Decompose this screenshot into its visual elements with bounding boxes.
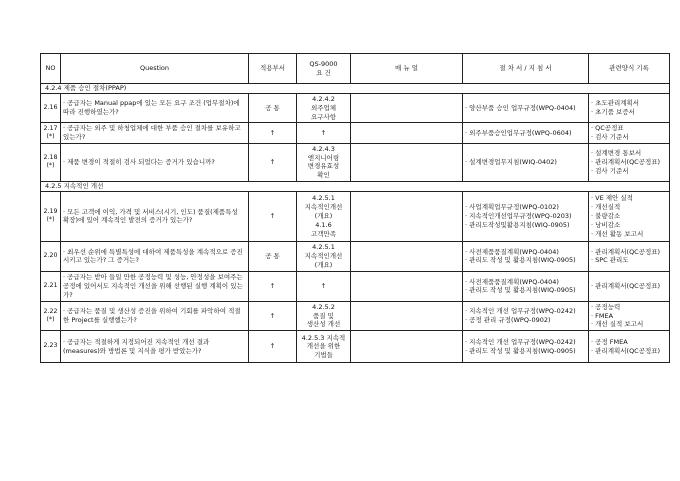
- row-number-line: 2.20: [43, 252, 58, 260]
- question-cell: [61, 143, 249, 181]
- form-record-line: · 초도관리계획서: [591, 99, 640, 108]
- procedure-cell: [463, 143, 589, 181]
- table-body: [41, 84, 670, 363]
- header-question: Question: [61, 54, 249, 84]
- manual-cell: [351, 123, 463, 144]
- form-record-line: · 관리계획서(QC공정표): [591, 157, 661, 166]
- procedure-line: · 설계변경업무지침(WIQ-0402): [465, 157, 557, 166]
- section-row: [41, 181, 670, 191]
- forms-cell: [589, 241, 670, 271]
- qs-requirement-line: ↑: [320, 282, 327, 290]
- form-record-line: · 검사 기준서: [591, 166, 629, 175]
- procedure-cell: [463, 123, 589, 144]
- qs-requirement-line: 변경유효성: [307, 162, 340, 171]
- form-record-line: · 공정 FMEA: [591, 337, 628, 346]
- row-number-line: 2.17: [43, 124, 58, 132]
- form-record-line: · QC공정표: [591, 124, 624, 133]
- row-number: [41, 301, 61, 330]
- procedure-line: · 지속적인 개선 업무규정(WPQ-0242): [465, 307, 576, 316]
- qs-requirement-line: 확인: [317, 171, 330, 180]
- question-text: · 공급자는 Manual ppap에 있는 모든 요구 조건 (업무절차)에 따라 진행하였는가?: [63, 99, 240, 117]
- procedure-line: · 지속적인개선업무규정(WPQ-0203): [465, 212, 572, 220]
- row-number-line: 2.23: [43, 342, 58, 350]
- header-manual: 매 뉴 얼: [351, 54, 463, 84]
- form-record-line: · 개선 활동 보고서: [591, 229, 644, 238]
- qs-requirement-line: (개요): [314, 212, 333, 220]
- dept-cell: ↑: [249, 191, 297, 241]
- dept-cell: ↑: [249, 301, 297, 330]
- section-title: 4.2.4 제품 승인 절차(PPAP): [41, 84, 670, 94]
- table-row: [41, 94, 670, 123]
- manual-cell: [351, 241, 463, 271]
- qs-requirement-cell: [297, 271, 351, 301]
- forms-cell: [589, 301, 670, 330]
- procedure-cell: [463, 94, 589, 123]
- procedure-cell: [463, 271, 589, 301]
- row-number: [41, 191, 61, 241]
- dept-cell: ↑: [249, 143, 297, 181]
- qs-requirement-cell: [297, 301, 351, 330]
- qs-requirement-cell: [297, 143, 351, 181]
- question-text: · 공급자는 받아 들일 만한 공정능력 및 성능, 안정성을 보여주는 공정에 있어서도 지속적인 개선을 위해 선행된 실행 계획이 있는가?: [63, 273, 243, 299]
- procedure-cell: [463, 301, 589, 330]
- header-row: [41, 54, 670, 84]
- qs-requirement-line: 지속적인개선: [304, 203, 343, 212]
- procedure-line: · 관리도작성및활용지침(WIQ-0905): [465, 220, 570, 229]
- table-row: [41, 241, 670, 271]
- procedure-cell: [463, 331, 589, 363]
- qs-requirement-line: 요구사항: [310, 112, 337, 121]
- form-record-line: · 개선실적: [591, 203, 621, 212]
- question-text: · 공급자는 외주 및 하청업체에 대한 부품 승인 절차를 보유하고 있는가?: [63, 124, 241, 142]
- table-row: [41, 331, 670, 363]
- form-record-line: · 공정능력: [591, 302, 621, 311]
- qs-requirement-cell: [297, 241, 351, 271]
- qs-requirement-cell: [297, 331, 351, 363]
- header-dept: 적용부서: [249, 54, 297, 84]
- qs-requirement-line: 고객만족: [310, 229, 337, 238]
- table-row: [41, 143, 670, 181]
- question-cell: [61, 271, 249, 301]
- qs-requirement-line: 4.1.6: [315, 220, 332, 229]
- qs-requirement-cell: [297, 191, 351, 241]
- row-number-line: (*): [46, 316, 55, 324]
- qs-requirement-cell: [297, 123, 351, 144]
- forms-cell: [589, 331, 670, 363]
- dept-cell: ↑: [249, 271, 297, 301]
- procedure-line: · 지속적인 개선 업무규정(WPQ-0242): [465, 337, 576, 346]
- qs-requirement-line: 생산성 개선: [306, 320, 341, 329]
- forms-cell: [589, 94, 670, 123]
- row-number-line: (*): [46, 216, 55, 224]
- row-number-line: 2.18: [43, 153, 58, 161]
- procedure-line: · 사전제품품질계획(WPQ-0404): [465, 277, 559, 286]
- procedure-line: · 관리도 작성 및 활용지침(WIQ-0905): [465, 346, 576, 355]
- row-number-line: 2.16: [43, 103, 58, 111]
- table-row: [41, 123, 670, 144]
- form-record-line: · 초기품 보증서: [591, 108, 635, 117]
- form-record-line: · 낭비감소: [591, 220, 621, 229]
- question-text: · 공급자는 적절하게 지정되어진 지속적인 개선 결과(measures)와 방법론 및 지식을 평가 받았는가?: [63, 337, 210, 355]
- form-record-line: · 설계변경 통보서: [591, 149, 642, 158]
- qs-requirement-line: 4.2.5.2: [312, 302, 335, 311]
- form-record-line: · 관리계획서(QC공정표): [591, 282, 661, 290]
- manual-cell: [351, 143, 463, 181]
- qs-requirement-cell: [297, 94, 351, 123]
- table-row: [41, 271, 670, 301]
- qs-requirement-line: 개선을 위한: [306, 342, 341, 351]
- procedure-line: · 공정 관리 규정(WPQ-0902): [465, 316, 551, 325]
- header-qs-line2: 요 건: [316, 68, 331, 77]
- question-text: · 공급자는 품질 및 생산성 증진을 위하여 기회를 파악하여 적절한 Project를 실행했는가?: [63, 307, 241, 325]
- audit-checklist-table: [40, 53, 670, 363]
- qs-requirement-line: 4.2.5.1: [312, 194, 335, 203]
- manual-cell: [351, 331, 463, 363]
- qs-requirement-line: 지속적인개선: [304, 252, 343, 260]
- form-record-line: · 불량감소: [591, 212, 621, 220]
- row-number: [41, 241, 61, 271]
- question-cell: [61, 241, 249, 271]
- row-number: [41, 123, 61, 144]
- row-number-line: (*): [46, 162, 55, 170]
- section-title: 4.2.5 지속적인 개선: [41, 181, 670, 191]
- table-row: [41, 301, 670, 330]
- section-row: [41, 84, 670, 94]
- row-number-line: (*): [46, 133, 55, 141]
- qs-requirement-line: 4.2.5.3 지속적: [301, 333, 346, 342]
- header-procedure: 절 차 서 / 지 침 서: [463, 54, 589, 84]
- row-number: [41, 331, 61, 363]
- dept-cell: ↑: [249, 123, 297, 144]
- form-record-line: · FMEA: [591, 311, 614, 320]
- manual-cell: [351, 271, 463, 301]
- header-qs-line1: QS-9000: [309, 59, 338, 68]
- question-cell: [61, 123, 249, 144]
- form-record-line: · 관리계획서(QC공정표): [591, 247, 661, 256]
- header-no: NO: [41, 54, 61, 84]
- procedure-line: · 관리도 작성 및 활용지침(WIQ-0905): [465, 286, 576, 295]
- manual-cell: [351, 301, 463, 330]
- qs-requirement-line: 외주업체: [310, 103, 337, 112]
- form-record-line: · 관리계획서(QC공정표): [591, 346, 661, 355]
- forms-cell: [589, 191, 670, 241]
- row-number-line: 2.22: [43, 307, 58, 315]
- header-qs: [297, 54, 351, 84]
- procedure-line: · 관리도 작성 및 활용지침(WIQ-0905): [465, 256, 576, 265]
- forms-cell: [589, 271, 670, 301]
- row-number: [41, 94, 61, 123]
- qs-requirement-line: (개요): [314, 260, 333, 269]
- row-number-line: 2.19: [43, 207, 58, 215]
- form-record-line: · 개선 실적 보고서: [591, 320, 644, 329]
- manual-cell: [351, 191, 463, 241]
- manual-cell: [351, 94, 463, 123]
- procedure-cell: [463, 191, 589, 241]
- question-cell: [61, 331, 249, 363]
- question-text: · 모든 고객에 이익, 가격 및 서비스(시기, 인도) 품질(제품특성 확장)에 있어 계속적인 발전의 증거가 있는가?: [63, 207, 238, 225]
- qs-requirement-line: ↑: [320, 128, 327, 137]
- row-number: [41, 271, 61, 301]
- qs-requirement-line: 품질 및: [313, 311, 334, 320]
- qs-requirement-line: 4.2.4.2: [312, 95, 335, 103]
- form-record-line: · SPC 관리도: [591, 256, 629, 265]
- dept-cell: ↑: [249, 331, 297, 363]
- procedure-line: · 외주부품승인업무규정(WPQ-0604): [465, 128, 572, 137]
- qs-requirement-line: 엔지니어링: [307, 153, 340, 162]
- row-number: [41, 143, 61, 181]
- form-record-line: · VE 제안 실적: [591, 194, 633, 203]
- procedure-line: · 양산부품 승인 업무규정(WPQ-0404): [465, 103, 576, 112]
- header-forms: 관련양식 기록: [589, 54, 670, 84]
- row-number-line: 2.21: [43, 282, 58, 290]
- procedure-line: · 사전제품품질계획(WPQ-0404): [465, 247, 559, 256]
- dept-cell: 공 통: [249, 94, 297, 123]
- procedure-line: · 사업계획업무규정(WPQ-0102): [465, 203, 559, 212]
- dept-cell: 공 통: [249, 241, 297, 271]
- qs-requirement-line: 4.2.5.1: [312, 243, 335, 252]
- forms-cell: [589, 123, 670, 144]
- question-cell: [61, 301, 249, 330]
- forms-cell: [589, 143, 670, 181]
- question-text: · 최우선 순위에 특별특성에 대하여 제품특성을 계속적으로 증진시키고 있는가? 그 증거는?: [63, 247, 243, 265]
- question-text: · 제품 변경이 적절히 검사 되었다는 증거가 있습니까?: [63, 157, 215, 166]
- table-row: [41, 191, 670, 241]
- qs-requirement-line: 4.2.4.3: [312, 144, 335, 153]
- question-cell: [61, 94, 249, 123]
- question-cell: [61, 191, 249, 241]
- qs-requirement-line: 기법들: [314, 351, 333, 360]
- procedure-cell: [463, 241, 589, 271]
- form-record-line: · 검사 기준서: [591, 133, 629, 142]
